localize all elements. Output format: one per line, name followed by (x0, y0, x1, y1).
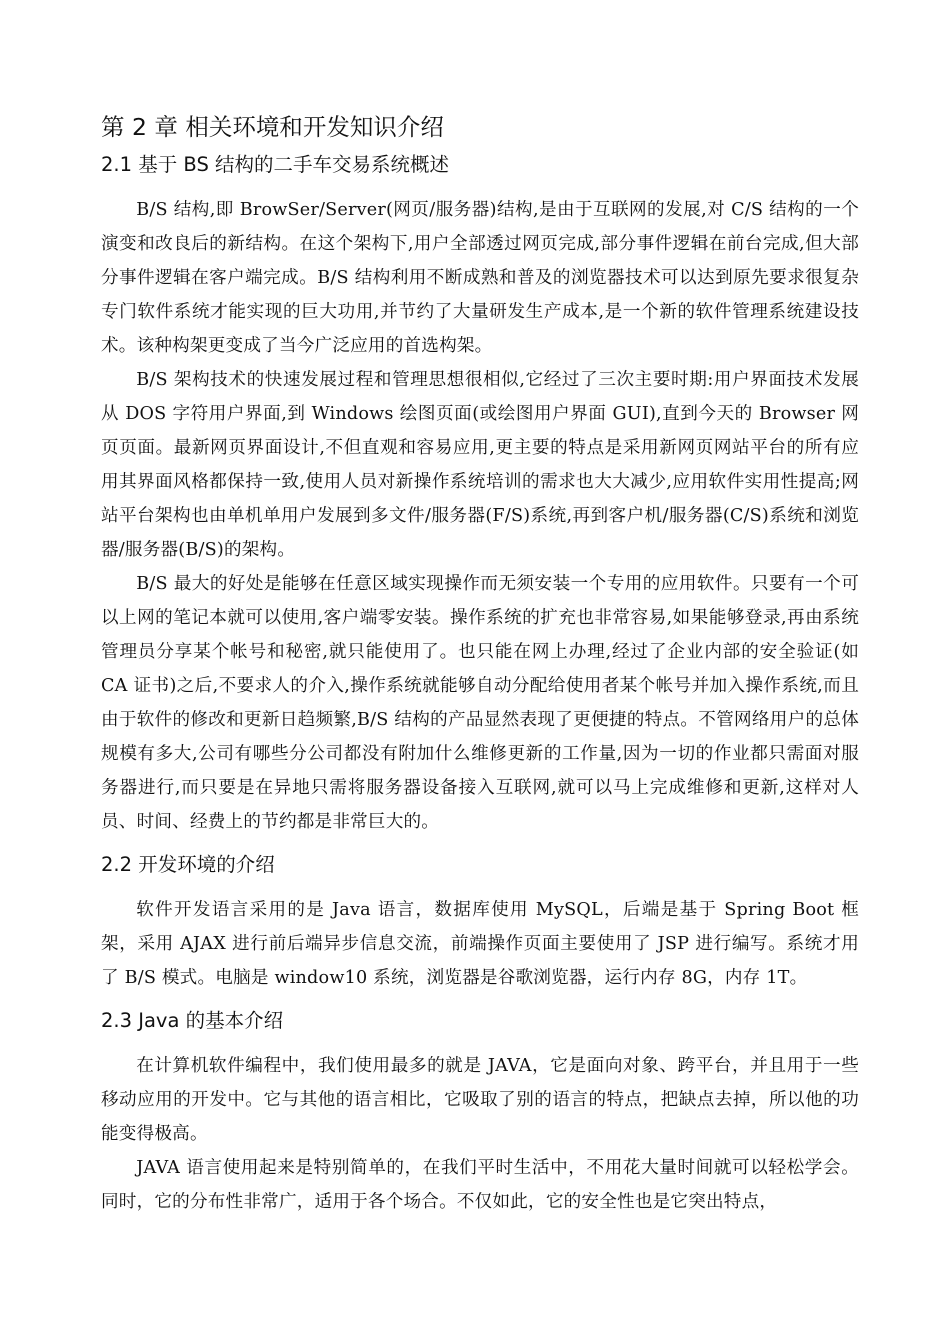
section-heading-2-3: 2.3 Java 的基本介绍 (101, 1009, 284, 1032)
paragraph: B/S 架构技术的快速发展过程和管理思想很相似,它经过了三次主要时期:用户界面技术发展从 DOS 字符用户界面,到 Windows 绘图页面(或绘图用户界面 GUI),直到今天的 Browser 网页页面。最新网页界面设计,不但直观和容易应用,更主要的特点是采用新网页网站平台的所有应用其界面风格都保持一致,使用人员对新操作系统培训的需求也大大减少,应用软件实用性提高;网站平台架构也由单机单用户发展到多文件/服务器(F/S)系统,再到客户机/服务器(C/S)系统和浏览器/服务器(B/S)的架构。 (101, 370, 859, 560)
paragraph: 软件开发语言采用的是 Java 语言，数据库使用 MySQL，后端是基于 Spring Boot 框架，采用 AJAX 进行前后端异步信息交流，前端操作页面主要使用了 JSP 进行编写。系统才用了 B/S 模式。电脑是 window10 系统，浏览器是谷歌浏览器，运行内存 8G，内存 1T。 (101, 900, 859, 988)
paragraph: B/S 最大的好处是能够在任意区域实现操作而无须安装一个专用的应用软件。只要有一个可以上网的笔记本就可以使用,客户端零安装。操作系统的扩充也非常容易,如果能够登录,再由系统管理员分享某个帐号和秘密,就只能使用了。也只能在网上办理,经过了企业内部的安全验证(如 CA 证书)之后,不要求人的介入,操作系统就能够自动分配给使用者某个帐号并加入操作系统,而且由于软件的修改和更新日趋频繁,B/S 结构的产品显然表现了更便捷的特点。不管网络用户的总体规模有多大,公司有哪些分公司都没有附加什么维修更新的工作量,因为一切的作业都只需面对服务器进行,而只要是在异地只需将服务器设备接入互联网,就可以马上完成维修和更新,这样对人员、时间、经费上的节约都是非常巨大的。 (101, 574, 859, 832)
chapter-title: 第 2 章 相关环境和开发知识介绍 (101, 113, 444, 141)
document-page (101, 108, 859, 1219)
section-heading-2-2: 2.2 开发环境的介绍 (101, 853, 275, 876)
paragraph: 在计算机软件编程中，我们使用最多的就是 JAVA，它是面向对象、跨平台，并且用于一些移动应用的开发中。它与其他的语言相比，它吸取了别的语言的特点，把缺点去掉，所以他的功能变得极高。 (101, 1056, 859, 1144)
section-heading-2-1: 2.1 基于 BS 结构的二手车交易系统概述 (101, 153, 450, 176)
paragraph: JAVA 语言使用起来是特别简单的，在我们平时生活中，不用花大量时间就可以轻松学会。同时，它的分布性非常广，适用于各个场合。不仅如此，它的安全性也是它突出特点， (101, 1158, 859, 1212)
paragraph: B/S 结构,即 BrowSer/Server(网页/服务器)结构,是由于互联网的发展,对 C/S 结构的一个演变和改良后的新结构。在这个架构下,用户全部透过网页完成,部分事件逻辑在前台完成,但大部分事件逻辑在客户端完成。B/S 结构利用不断成熟和普及的浏览器技术可以达到原先要求很复杂专门软件系统才能实现的巨大功用,并节约了大量研发生产成本,是一个新的软件管理系统建设技术。该种构架更变成了当今广泛应用的首选构架。 (101, 200, 859, 356)
